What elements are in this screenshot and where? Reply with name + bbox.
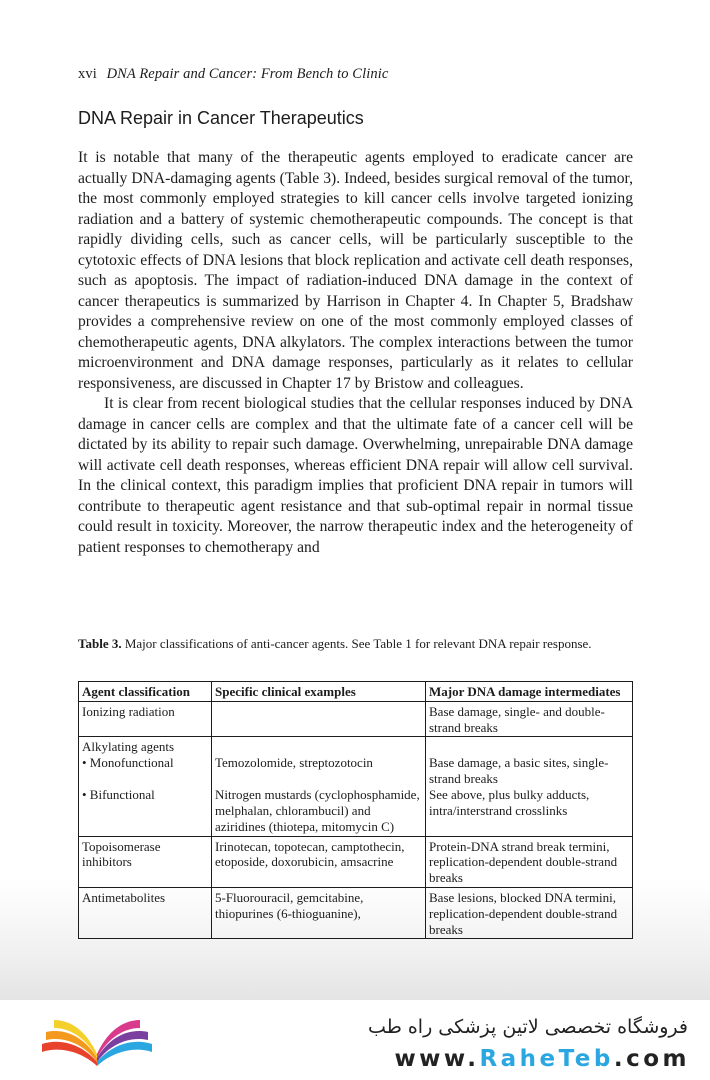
table-caption (78, 636, 633, 653)
cell-agent (79, 737, 212, 836)
cell-intermediates (426, 737, 633, 836)
url-prefix: www. (394, 1046, 480, 1072)
header-agent-classification: Agent classification (79, 682, 212, 702)
book-title: DNA Repair and Cancer: From Bench to Clinic (106, 66, 389, 82)
cell-intermediates: Base damage, single- and double-strand breaks (426, 701, 633, 737)
watermark-footer (0, 1000, 710, 1080)
paragraph-1: It is notable that many of the therapeutic agents employed to eradicate cancer are actually DNA-damaging agents (Table 3). Indeed, besides surgical removal of the tumor, the most commonly employed strategies to kill cancer cells involve targeted ionizing radiation and a battery of systemic chemotherapeutic compounds. The concept is that rapidly dividing cells, such as cancer cells, will be particularly susceptible to the cytotoxic effects of DNA lesions that block replication and activate cell death responses, such as apoptosis. The impact of radiation-induced DNA damage in the context of cancer therapeutics is summarized by Harrison in Chapter 4. In Chapter 5, Bradshaw provides a comprehensive review on one of the most commonly employed classes of chemotherapeutic agents, DNA alkylators. The complex interactions between the tumor microenvironment and DNA damage responses, particularly as it relates to cellular responsiveness, are discussed in Chapter 17 by Bristow and colleagues. (78, 149, 633, 392)
cell-examples: Irinotecan, topotecan, camptothecin, etoposide, doxorubicin, amsacrine (212, 836, 426, 887)
intermediates-monofunctional: Base damage, a basic sites, single-strand breaks (429, 755, 609, 787)
table-row (79, 701, 633, 737)
body-text (78, 148, 633, 558)
shop-name: فروشگاه تخصصی لاتین پزشکی راه طب (368, 1016, 688, 1038)
table-caption-label: Table 3. (78, 636, 122, 651)
cell-agent: Ionizing radiation (79, 701, 212, 737)
paragraph-2: It is clear from recent biological studies that the cellular responses induced by DNA damage in cancer cells are complex and that the ultimate fate of a cancer cell will be dictated by its ability to repair such damage. Overwhelming, unrepairable DNA damage will activate cell death responses, whereas efficient DNA repair will allow cell survival. In the clinical context, this paradigm implies that proficient DNA repair in tumors will contribute to therapeutic agent resistance and that sub-optimal repair in normal tissue could result in toxicity. Moreover, the narrow therapeutic index and the heterogeneity of patient responses to chemotherapy and (78, 395, 633, 556)
cell-intermediates: Protein-DNA strand break termini, replication-dependent double-strand breaks (426, 836, 633, 887)
header-damage-intermediates: Major DNA damage intermediates (426, 682, 633, 702)
table-row (79, 836, 633, 887)
cell-intermediates: Base lesions, blocked DNA termini, replication-dependent double-strand breaks (426, 887, 633, 938)
cell-agent: Topoisomerase inhibitors (79, 836, 212, 887)
table-row (79, 737, 633, 836)
table-caption-text: Major classifications of anti-cancer agents. See Table 1 for relevant DNA repair response. (124, 636, 592, 651)
examples-monofunctional: Temozolomide, streptozotocin (215, 755, 373, 771)
cell-examples (212, 737, 426, 836)
cell-examples: 5-Fluorouracil, gemcitabine, thiopurines (6-thioguanine), (212, 887, 426, 938)
examples-bifunctional: Nitrogen mustards (cyclophosphamide, melphalan, chlorambucil) and aziridines (thiotepa, mitomycin C) (215, 787, 420, 834)
shop-url (394, 1046, 690, 1072)
open-book-logo-icon (38, 1014, 156, 1070)
cell-agent: Antimetabolites (79, 887, 212, 938)
agents-table (78, 681, 633, 939)
agent-subtype-monofunctional: • Monofunctional (82, 755, 174, 771)
url-suffix: .com (613, 1046, 690, 1072)
url-highlight: RaheTeb (479, 1046, 614, 1072)
table-header-row (79, 682, 633, 702)
section-title: DNA Repair in Cancer Therapeutics (78, 108, 364, 128)
page-number: xvi (78, 66, 97, 82)
running-head (78, 66, 388, 83)
agent-subtype-bifunctional: • Bifunctional (82, 786, 155, 802)
agent-group-label: Alkylating agents (82, 739, 175, 755)
intermediates-bifunctional: See above, plus bulky adducts, intra/interstrand crosslinks (429, 786, 590, 818)
header-clinical-examples: Specific clinical examples (212, 682, 426, 702)
cell-examples (212, 701, 426, 737)
table-row (79, 887, 633, 938)
